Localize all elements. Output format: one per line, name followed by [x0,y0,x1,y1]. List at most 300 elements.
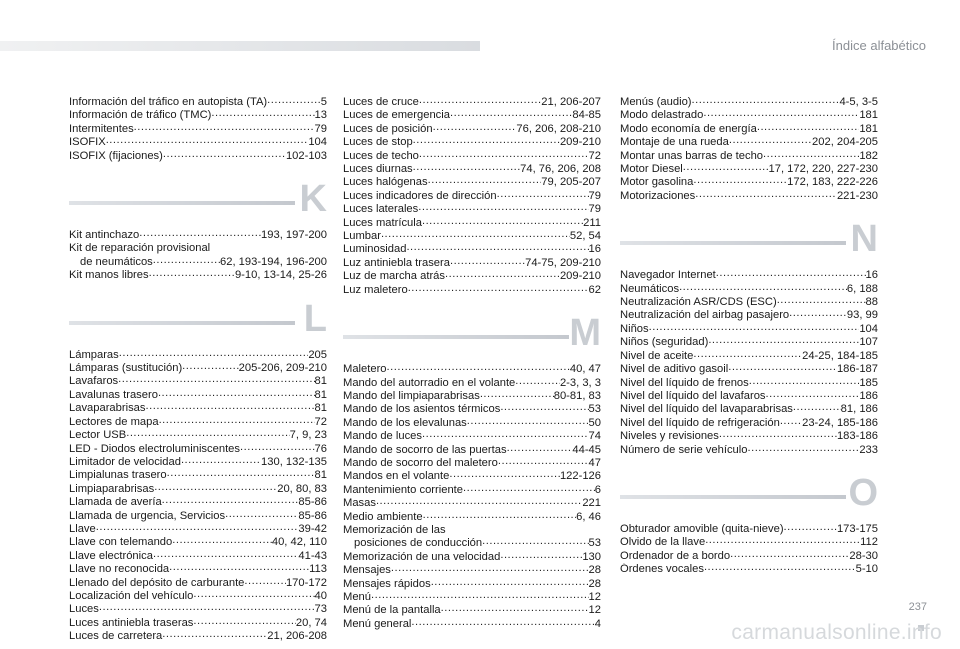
index-term: Montar unas barras de techo [620,149,764,162]
index-pages: 79 [314,122,327,135]
dot-leader [728,363,837,374]
index-group [620,96,878,203]
page-header-title: Índice alfabético [832,38,926,53]
dot-leader [705,536,860,547]
page-number: 237 [908,601,927,613]
section-letter: M [569,312,601,355]
index-term: Menú general [343,617,412,630]
index-term: Kit de reparación provisional [69,242,211,255]
dot-leader [240,443,315,454]
index-term: Llave [69,522,96,535]
index-entry [620,444,878,457]
index-pages: 62, 193-194, 196-200 [220,255,327,268]
index-pages: 122-126 [559,470,601,483]
index-entry [343,243,601,256]
index-term: Nivel del líquido de frenos [620,376,749,389]
index-entry [69,150,327,163]
dot-leader [747,444,859,455]
index-entry [620,109,878,122]
dot-leader [118,375,314,386]
dot-leader [498,457,589,468]
index-pages: 21, 206-207 [541,96,601,108]
index-entry [620,403,878,416]
dot-leader [408,284,589,295]
index-term: Luminosidad [343,243,407,256]
dot-leader [784,523,837,534]
index-term: Mensajes [343,564,391,577]
index-entry [69,577,327,590]
index-entry [343,284,601,297]
dot-leader [422,430,589,441]
dot-leader [139,229,261,240]
index-pages: 72 [314,415,327,428]
index-term: Mando de luces [343,430,422,443]
index-term: Luces halógenas [343,176,428,189]
index-entry [620,390,878,403]
index-entry [620,417,878,430]
index-pages: 205-206, 209-210 [238,362,327,375]
index-entry [343,190,601,203]
index-pages: 183-186 [836,430,878,443]
index-term: Nivel del líquido del lavafaros [620,389,766,402]
index-entry [69,429,327,442]
index-pages: 172, 183, 222-226 [787,176,878,189]
index-entry [343,484,601,497]
index-group [343,363,601,631]
index-entry [69,389,327,402]
dot-leader [763,150,859,161]
index-term: Luces diurnas [343,163,413,176]
index-term: Llamada de urgencia, Servicios [69,509,226,522]
index-entry [69,469,327,482]
section-header-l [69,297,327,341]
index-pages: 39-42 [298,522,327,535]
index-term: Lámparas (sustitución) [69,362,183,375]
index-entry [620,176,878,189]
index-entry [620,336,878,349]
index-entry [343,109,601,122]
index-pages: 5-10 [855,563,878,576]
index-term: Nivel del líquido del lavaparabrisas [620,403,793,416]
index-pages: 40 [314,589,327,602]
section-header-m [343,311,601,355]
index-term: Órdenes vocales [620,563,704,576]
dot-leader [211,109,314,120]
index-term: Nivel de aditivo gasoil [620,363,729,376]
index-entry [620,536,878,549]
dot-leader [134,123,315,134]
dot-leader [450,109,572,120]
index-pages: 40, 47 [569,363,601,376]
index-term: Montaje de una rueda [620,136,729,149]
index-pages: 53 [588,403,601,416]
index-entry [343,457,601,470]
index-pages: 79, 205-207 [541,176,601,189]
dot-leader [149,269,235,280]
index-entry [620,269,878,282]
index-pages: 182 [859,149,878,162]
index-pages: 62 [588,283,601,296]
index-group [620,523,878,577]
index-entry [69,136,327,149]
index-term: Luz antiniebla trasera [343,256,450,269]
dot-leader [780,417,802,428]
index-term: Obturador amovible (quita-nieve) [620,522,784,535]
index-entry [343,270,601,283]
index-term: Luces [69,603,99,616]
index-entry [69,416,327,429]
index-term: Información del tráfico en autopista (TA) [69,96,268,108]
index-pages: 40, 42, 110 [271,536,327,549]
index-entry [620,309,878,322]
dot-leader [480,390,554,401]
index-entry [69,402,327,415]
index-column-2 [343,96,601,631]
index-term: Mando de socorro del maletero [343,456,498,469]
index-term: Mando de los elevalunas [343,416,467,429]
section-letter: N [850,218,878,261]
dot-leader [704,563,856,574]
index-entry [620,163,878,176]
index-entry [343,150,601,163]
dot-leader [267,96,321,107]
dot-leader [162,630,267,641]
index-term: Lámparas [69,348,119,361]
dot-leader [703,109,859,120]
index-term: Motor Diesel [620,163,683,176]
index-term: Llave no reconocida [69,563,170,576]
section-letter: O [848,471,878,514]
index-entry [620,430,878,443]
index-pages: 173-175 [836,522,878,535]
index-pages: 6, 188 [846,282,878,295]
index-entry [620,190,878,203]
dot-leader [507,444,573,455]
section-header-k [69,177,327,221]
index-pages: 112 [860,536,878,549]
index-entry [343,96,601,109]
dot-leader [497,190,589,201]
index-pages: 181 [859,122,878,135]
index-term: Luces matrícula [343,216,422,229]
index-term: Olvido de la llave [620,536,706,549]
index-pages: 79 [588,203,601,216]
index-term: Luces indicadores de dirección [343,189,497,202]
index-pages: 81 [314,388,327,401]
index-pages: 211 [583,216,601,229]
dot-leader [158,389,315,400]
header-bar [0,41,480,51]
dot-leader [463,484,595,495]
index-term: Menús (audio) [620,96,692,108]
dot-leader [153,550,298,561]
index-group [343,96,601,297]
index-entry [343,217,601,230]
index-term: Medio ambiente [343,510,423,523]
index-term: Lavalunas trasero [69,388,158,401]
index-term: Mandos en el volante [343,470,450,483]
index-entry [343,604,601,617]
index-term: Llamada de avería [69,496,162,509]
index-term: Luces antiniebla traseras [69,616,194,629]
index-entry [620,563,878,576]
index-term: Motorizaciones [620,189,696,202]
index-pages: 6, 46 [576,510,601,523]
section-letter: K [299,178,327,221]
dot-leader [467,417,589,428]
index-entry [69,617,327,630]
index-pages: 74-75, 209-210 [525,256,601,269]
index-pages: 24-25, 184-185 [802,349,878,362]
index-pages: 73 [314,603,327,616]
index-term: Limpiaparabrisas [69,482,155,495]
index-pages: 79 [588,189,601,202]
index-group [69,349,327,644]
index-term: Niños (seguridad) [620,336,709,349]
index-term: Neutralización del airbag pasajero [620,309,790,322]
index-pages: 81, 186 [840,403,878,416]
index-pages: 221-230 [836,189,878,202]
dot-leader [153,256,220,267]
index-term: Navegador Internet [620,269,716,282]
index-entry [343,537,601,550]
index-entry [620,123,878,136]
dot-leader [119,349,309,360]
index-term: Lector USB [69,429,127,442]
dot-leader [193,617,296,628]
dot-leader [154,483,277,494]
index-pages: 93, 99 [846,309,878,322]
index-entry [343,377,601,390]
index-pages: 13 [314,109,327,122]
dot-leader [244,577,286,588]
dot-leader [757,123,859,134]
index-entry [343,403,601,416]
dot-leader [679,283,847,294]
dot-leader [695,190,837,201]
index-term: Memorización de una velocidad [343,550,501,563]
index-entry [69,550,327,563]
index-pages: 52, 54 [569,230,601,243]
section-divider [343,335,569,339]
index-term: Mando del limpiaparabrisas [343,389,480,402]
index-pages: 20, 80, 83 [277,482,327,495]
index-pages: 4-5, 3-5 [839,96,878,108]
index-entry [343,417,601,430]
index-pages: 50 [588,416,601,429]
index-term: Luces de stop [343,136,413,149]
dot-leader [159,416,315,427]
index-pages: 12 [588,591,601,603]
index-entry [620,136,878,149]
dot-leader [419,96,541,107]
dot-leader [729,136,812,147]
index-entry [343,578,601,591]
index-entry [343,470,601,483]
index-column-1 [69,96,327,644]
index-term: Limitador de velocidad [69,455,181,468]
section-header-n [620,217,878,261]
index-term: Mando del autorradio en el volante [343,376,516,389]
dot-leader [167,469,315,480]
index-pages: 85-86 [298,496,327,509]
index-term: posiciones de conducción [354,537,483,550]
index-pages: 170-172 [285,576,327,589]
index-term: Llave electrónica [69,549,153,562]
index-pages: 28 [588,577,601,590]
index-entry [69,375,327,388]
index-term: ISOFIX (fijaciones) [69,149,163,162]
dot-leader [441,604,589,615]
index-pages: 21, 206-208 [267,630,327,643]
index-pages: 186 [859,389,878,402]
index-term: Ordenador de a bordo [620,549,731,562]
index-entry [69,349,327,362]
index-pages: 9-10, 13-14, 25-26 [234,269,327,282]
index-pages: 205 [308,348,327,361]
index-entry [343,257,601,270]
dot-leader [449,470,560,481]
dot-leader [649,323,860,334]
index-term: Mantenimiento corriente [343,483,464,496]
dot-leader [482,537,588,548]
index-pages: 6 [594,483,601,496]
index-pages: 88 [865,296,878,309]
index-term: Luces de emergencia [343,109,450,122]
index-entry [343,123,601,136]
dot-leader [422,217,583,228]
index-term: Lumbar [343,230,381,243]
index-entry [69,510,327,523]
index-pages: 80-81, 83 [553,389,601,402]
index-term: de neumáticos [80,255,153,268]
index-entry [343,390,601,403]
index-entry [620,550,878,563]
index-term: Intermitentes [69,122,134,135]
index-column-3 [620,96,878,577]
dot-leader [423,511,577,522]
index-pages: 28-30 [849,549,878,562]
index-entry [343,230,601,243]
index-term: Información de tráfico (TMC) [69,109,212,122]
dot-leader [515,377,560,388]
dot-leader [431,578,589,589]
dot-leader [716,269,866,280]
index-entry [69,109,327,122]
index-term: Kit antinchazo [69,229,140,242]
index-entry [69,362,327,375]
index-term: Luz de marcha atrás [343,270,445,283]
index-term: Mando de los asientos térmicos [343,403,501,416]
index-entry [620,350,878,363]
index-entry [620,523,878,536]
index-term: Luces laterales [343,203,419,216]
index-pages: 16 [588,243,601,256]
index-entry [69,456,327,469]
index-entry [620,323,878,336]
index-term: Luces de carretera [69,630,163,643]
dot-leader [708,336,859,347]
index-entry [343,618,601,631]
index-term: Nivel de aceite [620,349,694,362]
index-entry [343,444,601,457]
dot-leader [411,618,594,629]
dot-leader [693,350,802,361]
index-term: Número de serie vehículo [620,443,748,456]
dot-leader [126,429,289,440]
index-pages: 202, 204-205 [812,136,878,149]
index-pages: 181 [859,109,878,122]
section-divider [69,201,295,205]
index-pages: 104 [308,136,327,149]
index-pages: 7, 9, 23 [289,429,327,442]
dot-leader [99,603,315,614]
index-pages: 186-187 [836,363,878,376]
index-entry [69,523,327,536]
index-term: Lavafaros [69,375,119,388]
index-term: Neumáticos [620,282,680,295]
index-term: Niveles y revisiones [620,430,719,443]
dot-leader [445,270,560,281]
index-pages: 76 [314,442,327,455]
dot-leader [500,551,582,562]
index-entry [620,150,878,163]
index-pages: 221 [582,497,601,510]
index-entry [69,96,327,109]
dot-leader [387,363,570,374]
index-term: Mensajes rápidos [343,577,431,590]
index-pages: 44-45 [572,443,601,456]
index-entry [69,123,327,136]
index-pages: 102-103 [285,149,327,162]
index-term: ISOFIX [69,136,106,149]
index-entry [69,483,327,496]
index-group [620,269,878,457]
index-entry [620,283,878,296]
index-entry [69,630,327,643]
index-term: Lavaparabrisas [69,402,146,415]
index-term: Neutralización ASR/CDS (ESC) [620,296,777,309]
index-pages: 107 [859,336,878,349]
index-entry [343,564,601,577]
section-divider [620,241,846,245]
index-term: Modo economía de energía [620,122,757,135]
index-pages: 130 [582,550,601,563]
index-pages: 209-210 [559,136,601,149]
index-pages: 41-43 [298,549,327,562]
dot-leader [693,176,787,187]
dot-leader [683,163,769,174]
index-pages: 130, 132-135 [261,455,327,468]
section-divider [69,321,295,325]
index-entry [343,203,601,216]
index-pages: 233 [859,443,878,456]
index-entry [620,377,878,390]
index-entry [69,590,327,603]
dot-leader [381,230,570,241]
dot-leader [766,390,860,401]
index-term: LED - Diodos electroluminiscentes [69,442,240,455]
dot-leader [719,430,837,441]
index-group [69,96,327,163]
index-pages: 81 [314,375,327,388]
index-pages: 193, 197-200 [261,229,327,242]
index-pages: 113 [309,563,327,576]
index-entry [343,591,601,604]
index-pages: 23-24, 185-186 [802,416,878,429]
dot-leader [730,550,849,561]
dot-leader [419,150,589,161]
